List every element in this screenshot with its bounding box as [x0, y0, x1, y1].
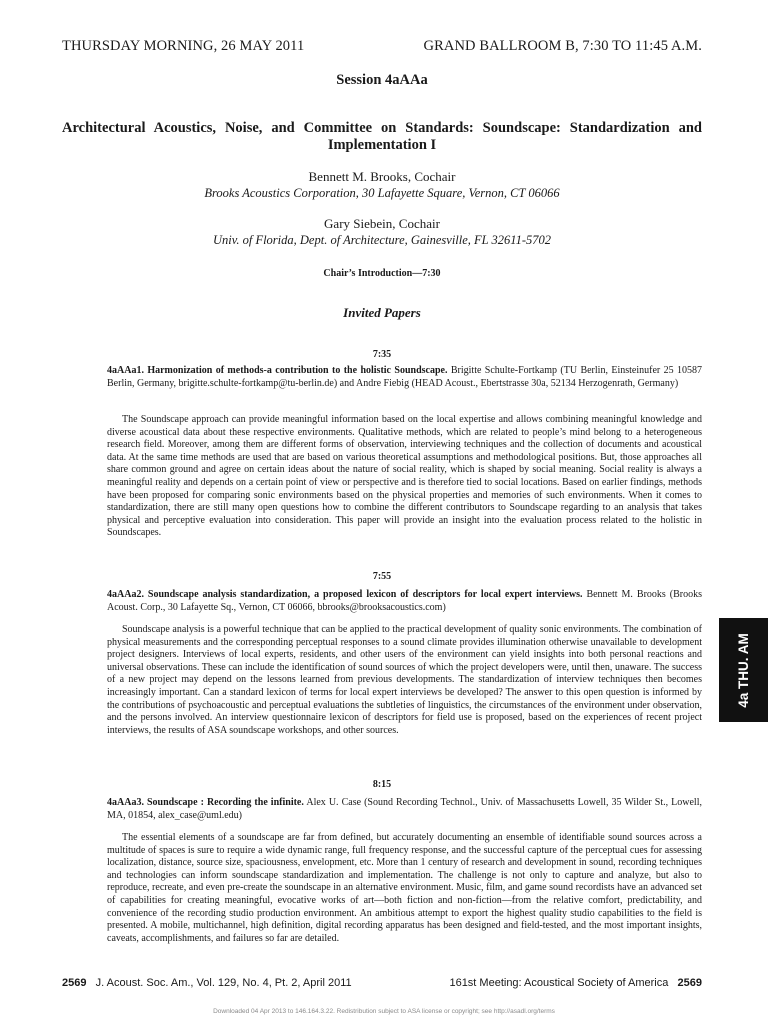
running-header-right: GRAND BALLROOM B, 7:30 TO 11:45 A.M.: [423, 38, 702, 54]
chairs-introduction: Chair’s Introduction—7:30: [323, 268, 441, 279]
chair-affiliation-2: Univ. of Florida, Dept. of Architecture, Gainesville, FL 32611-5702: [212, 233, 552, 247]
paper-time-1: 7:35: [372, 349, 392, 360]
paper-id-title: 4aAAa2. Soundscape analysis standardization, a proposed lexicon of descriptors for local expert interviews.: [107, 589, 583, 600]
journal-citation: J. Acoust. Soc. Am., Vol. 129, No. 4, Pt. 2, April 2011: [95, 977, 352, 989]
paper-abstract-1: The Soundscape approach can provide meaningful information based on the local expertise and allows combining meaningful knowledge and diverse acoustical data about these respective environments. Qualitative methods, which are related to people’s mind belong to a heterogeneous research field. Moreover, among them are different forms of observation, interviewing techniques and the collection of documents and acoustical data. At the same time methods are used that are based on various theoretical assumptions and methodological positions. But, those approaches all share common ground and agree on certain ideas about the nature of social reality, which is shaped by social meaning. Social reality is always a meaningful reality and depends on a certain point of view or perspective and is therefore tied to social locations. Based on earlier findings, methods have been proposed for comparing sonic environments based on the physical properties and memories of such environments. When it comes to standardization, there are still many open questions how to combine the different contributors to Soundscape regarding to an analysis that takes physical and perceptive evaluation into consideration. This paper will provide an insight into the evaluation process related to the holistic in Soundscapes.: [107, 414, 702, 539]
paper-id-title: 4aAAa3. Soundscape : Recording the infinite.: [107, 797, 304, 808]
running-header-left: THURSDAY MORNING, 26 MAY 2011: [62, 38, 305, 54]
paper-abstract-2: Soundscape analysis is a powerful technique that can be applied to the practical development of quality sonic environments. The combination of physical measurements and the corresponding perceptual responses to a sound climate provides illumination otherwise unavailable to development project designers. Interviews of local experts, residents, and other users of the environment can yield insights into both personal reactions and universal observations. These can include the identification of sound sources of which the project developers were, until then, unaware. The success of a new project may depend on the lessons learned from previous developments. The standardization of interview techniques then becomes increasingly important. Can a standard lexicon of terms for local expert interviews be developed? The answer to this open question is informed by the contributions of psychoacoustic and perceptual evaluations the subtleties of linguistics, the circumstances of the environment under observation, and the persons involved. An interview questionnaire lexicon of descriptors for field use is proposed, based on the experiences of recent project interviews, the results of ASA soundscape workshops, and other sources.: [107, 624, 702, 736]
chair-name-1: Bennett M. Brooks, Cochair: [308, 169, 456, 184]
paper-citation-2: [107, 589, 702, 614]
paper-id-title: 4aAAa1. Harmonization of methods-a contribution to the holistic Soundscape.: [107, 365, 448, 376]
paper-time-3: 8:15: [372, 779, 392, 790]
chair-affiliation-1: Brooks Acoustics Corporation, 30 Lafayette Square, Vernon, CT 06066: [204, 186, 560, 200]
paper-authors: Brigitte Schulte-Fortkamp (TU Berlin, Einsteinufer 25 10587 Berlin, Germany, brigitte.schulte-fortkamp@tu-berlin.de) and Andre Fiebig (HEAD Acoust., Ebertstrasse 30a, 52134 Herzogenrath, Germany): [107, 365, 702, 389]
session-number: Session 4aAAa: [336, 72, 428, 88]
paper-authors: Alex U. Case (Sound Recording Technol., Univ. of Massachusetts Lowell, 35 Wilder St., Lowell, MA, 01854, alex_case@uml.edu): [107, 797, 702, 821]
section-tab-label: 4a THU. AM: [736, 632, 752, 708]
page-number-left: 2569: [62, 977, 87, 989]
download-notice: Downloaded 04 Apr 2013 to 146.164.3.22. Redistribution subject to ASA license or copyright; see http://asadl.org/terms: [213, 1008, 555, 1015]
paper-time-2: 7:55: [372, 571, 392, 582]
paper-authors: Bennett M. Brooks (Brooks Acoust. Corp., 30 Lafayette Sq., Vernon, CT 06066, bbrooks@brooksacoustics.com): [107, 589, 703, 613]
footer-left: [62, 977, 352, 989]
paper-citation-3: [107, 797, 702, 822]
paper-abstract-3: The essential elements of a soundscape are far from defined, but accurately documenting an ensemble of identifiable sound sources across a multitude of spaces is sure to require a wide dynamic range, full frequency response, and the successful capture of the perceptual cues for assessing localization, distance, source size, spaciousness, envelopment, etc. More than 1 century of research and development in sound, recording techniques and technologies can inform soundscape standardization and implementation. The challenge is not only to capture and analyze, but also to reproduce, recreate, and even pre-create the soundscape in an alternative environment. Music, film, and game sound recordists have an advanced set of capabilities for creating meaningful, evocative works of art—both fiction and non-fiction—from the relative comfort, predictability, and convenience of the recording studio production environment. An ambitious attempt to export the highest quality studio capabilities to the field is presented. A mobile, multichannel, high definition, digital recording apparatus has been designed and field-tested, and the most important insights, caveats, accomplishments, and failures so far are detailed.: [107, 832, 702, 944]
section-heading: Invited Papers: [343, 305, 421, 320]
section-tab: [719, 618, 768, 722]
footer-right: [449, 977, 702, 989]
paper-citation-1: [107, 365, 702, 390]
page-number-right: 2569: [677, 977, 702, 989]
session-title: Architectural Acoustics, Noise, and Committee on Standards: Soundscape: Standardization and Implementation I: [62, 120, 702, 153]
chair-name-2: Gary Siebein, Cochair: [324, 216, 440, 231]
meeting-name: 161st Meeting: Acoustical Society of America: [449, 977, 669, 989]
